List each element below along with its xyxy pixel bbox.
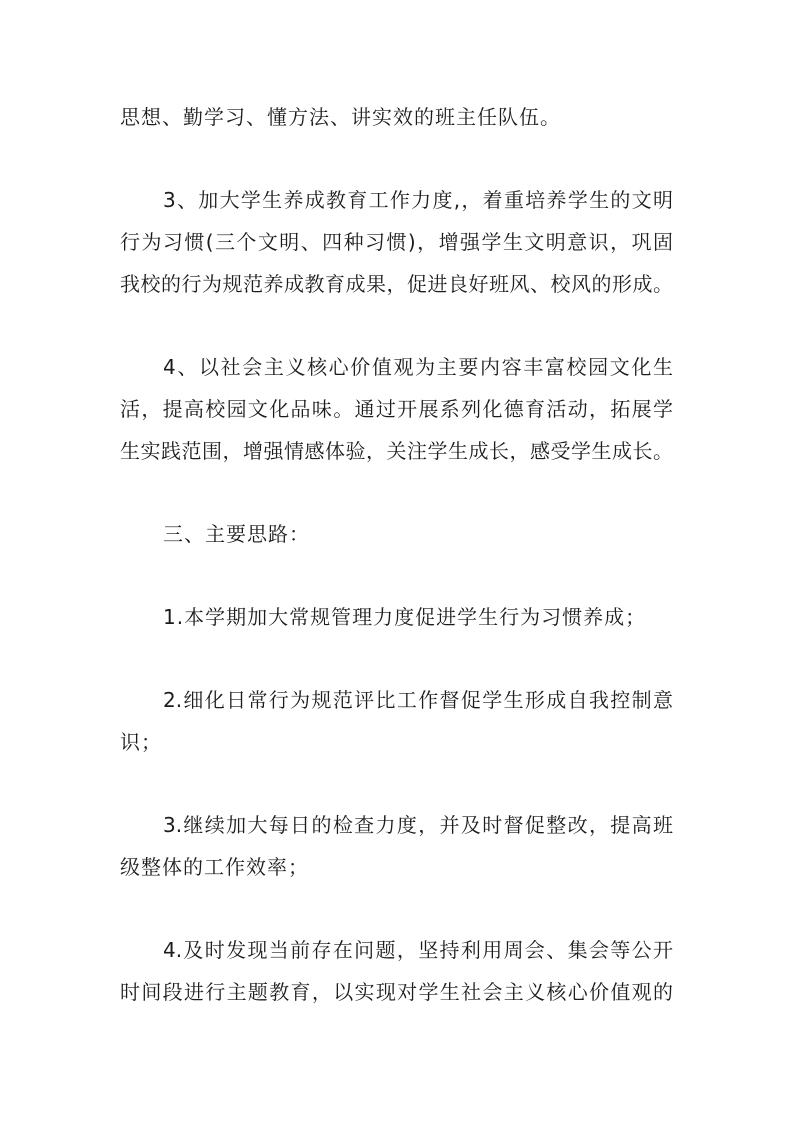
paragraph-line: 时间段进行主题教育，以实现对学生社会主义核心价值观的 xyxy=(120,980,673,1004)
list-item-3 xyxy=(120,804,673,888)
document-body xyxy=(120,96,673,1054)
paragraph-line: 活，提高校园文化品味。通过开展系列化德育活动，拓展学 xyxy=(120,397,673,421)
list-item-4 xyxy=(120,929,673,1013)
paragraph-line: 级整体的工作效率； xyxy=(120,855,309,879)
section-heading-text: 三、主要思路： xyxy=(163,522,310,546)
list-item-2 xyxy=(120,679,673,763)
paragraph-line: 3、加大学生养成教育工作力度,，着重培养学生的文明 xyxy=(163,188,673,212)
paragraph-line: 2.细化日常行为规范评比工作督促学生形成自我控制意 xyxy=(163,688,673,712)
paragraph-line: 思想、勤学习、懂方法、讲实效的班主任队伍。 xyxy=(120,105,561,129)
paragraph-item-4 xyxy=(120,346,673,472)
paragraph-continuation xyxy=(120,96,673,138)
paragraph-line: 行为习惯(三个文明、四种习惯)，增强学生文明意识，巩固 xyxy=(120,230,673,254)
paragraph-line: 我校的行为规范养成教育成果，促进良好班风、校风的形成。 xyxy=(120,272,673,296)
list-item-1 xyxy=(120,596,673,638)
paragraph-line: 4.及时发现当前存在问题，坚持利用周会、集会等公开 xyxy=(163,938,673,962)
section-heading xyxy=(120,513,673,555)
paragraph-line: 生实践范围，增强情感体验，关注学生成长，感受学生成长。 xyxy=(120,439,673,463)
paragraph-item-3 xyxy=(120,179,673,305)
paragraph-line: 1.本学期加大常规管理力度促进学生行为习惯养成； xyxy=(163,605,647,629)
paragraph-line: 4、以社会主义核心价值观为主要内容丰富校园文化生 xyxy=(163,355,673,379)
paragraph-line: 3.继续加大每日的检查力度，并及时督促整改，提高班 xyxy=(163,813,673,837)
paragraph-line: 识； xyxy=(120,730,162,754)
